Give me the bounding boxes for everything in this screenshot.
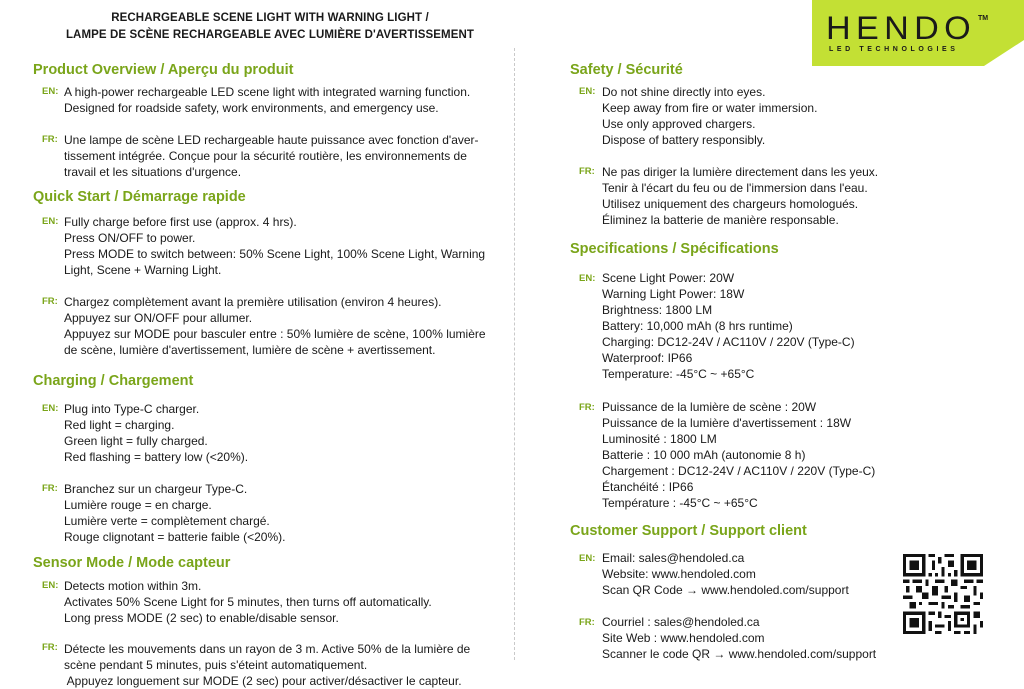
hendo-logo: [812, 0, 1024, 66]
specs-en-label: EN:: [579, 273, 596, 284]
sensor-en-text: Detects motion within 3m. Activates 50% Scene Light for 5 minutes, then turns off automatically. Long press MODE (2 sec) to enable/disable sensor.: [64, 579, 432, 625]
specs-heading: Specifications / Spécifications: [570, 241, 779, 257]
sensor-heading: Sensor Mode / Mode capteur: [33, 555, 231, 571]
specs-fr-label: FR:: [579, 402, 595, 413]
document-title-fr: LAMPE DE SCÈNE RECHARGEABLE AVEC LUMIÈRE D'AVERTISSEMENT: [65, 29, 475, 41]
document-title-en: RECHARGEABLE SCENE LIGHT WITH WARNING LIGHT /: [111, 12, 429, 24]
qr-code-icon: [903, 554, 983, 634]
safety-en-text: Do not shine directly into eyes. Keep away from fire or water immersion. Use only approved chargers. Dispose of battery responsibly.: [602, 85, 818, 147]
logo-brand: HENDO: [826, 10, 976, 46]
quickstart-en-text: Fully charge before first use (approx. 4 hrs). Press ON/OFF to power. Press MODE to switch between: 50% Scene Light, 100% Scene Light, Warning Light, Scene + Warning Light.: [64, 215, 486, 277]
charging-fr-label: FR:: [42, 483, 58, 494]
specs-en-text: Scene Light Power: 20W Warning Light Power: 18W Brightness: 1800 LM Battery: 10,000 mAh (8 hrs runtime) Charging: DC12-24V / AC110V / 220V (Type-C) Waterproof: IP66 Temperature: -45°C ~ +65°C: [602, 271, 855, 381]
support-en-text: Email: sales@hendoled.ca Website: www.hendoled.com Scan QR Code → www.hendoled.com/support: [602, 551, 849, 597]
sensor-en-label: EN:: [42, 580, 59, 591]
specs-fr-text: Puissance de la lumière de scène : 20W Puissance de la lumière d'avertissement : 18W Luminosité : 1800 LM Batterie : 10 000 mAh (autonomie 8 h) Chargement : DC12-24V / AC110V / 220V (Type-C) Étanchéité : IP66 Température : -45°C ~ +65°C: [602, 400, 876, 510]
overview-en-text: A high-power rechargeable LED scene light with integrated warning function. Designed for roadside safety, work environments, and emergency use.: [64, 85, 471, 115]
column-divider: [514, 48, 515, 660]
safety-fr-text: Ne pas diriger la lumière directement dans les yeux. Tenir à l'écart du feu ou de l'immersion dans l'eau. Utilisez uniquement des chargeurs homologués. Éliminez la batterie de manière responsable.: [602, 165, 879, 227]
safety-fr-label: FR:: [579, 166, 595, 177]
logo-tagline: LED TECHNOLOGIES: [829, 46, 959, 53]
overview-fr-text: Une lampe de scène LED rechargeable haute puissance avec fonction d'aver- tissement intégrée. Conçue pour la sécurité routière, les environnements de travail et les situations d'urgence.: [64, 133, 479, 179]
safety-en-label: EN:: [579, 86, 596, 97]
charging-en-label: EN:: [42, 403, 59, 414]
logo-tm: TM: [978, 15, 989, 22]
quickstart-en-label: EN:: [42, 216, 59, 227]
support-heading: Customer Support / Support client: [570, 523, 807, 539]
quickstart-fr-text: Chargez complètement avant la première utilisation (environ 4 heures). Appuyez sur ON/OFF pour allumer. Appuyez sur MODE pour basculer entre : 50% lumière de scène, 100% lumière de scène, lumière d'avertissement, lumière de scène + avertissement.: [64, 295, 486, 357]
quickstart-heading: Quick Start / Démarrage rapide: [33, 189, 246, 205]
overview-fr-label: FR:: [42, 134, 58, 145]
sensor-fr-label: FR:: [42, 642, 58, 653]
support-en-label: EN:: [579, 553, 596, 564]
overview-en-label: EN:: [42, 86, 59, 97]
overview-heading: Product Overview / Aperçu du produit: [33, 62, 294, 78]
charging-fr-text: Branchez sur un chargeur Type-C. Lumière rouge = en charge. Lumière verte = complètement chargé. Rouge clignotant = batterie faible (<20%).: [64, 482, 286, 544]
safety-heading: Safety / Sécurité: [570, 62, 683, 78]
support-fr-text: Courriel : sales@hendoled.ca Site Web : www.hendoled.com Scanner le code QR → www.hendoled.com/support: [602, 615, 877, 661]
charging-heading: Charging / Chargement: [33, 373, 194, 389]
quickstart-fr-label: FR:: [42, 296, 58, 307]
support-fr-label: FR:: [579, 617, 595, 628]
charging-en-text: Plug into Type-C charger. Red light = charging. Green light = fully charged. Red flashing = battery low (<20%).: [64, 402, 249, 464]
sensor-fr-text: Détecte les mouvements dans un rayon de 3 m. Active 50% de la lumière de scène pendant 5 minutes, puis s'éteint automatiquement. Appuyez longuement sur MODE (2 sec) pour activer/désactiver le capteur.: [64, 642, 471, 688]
